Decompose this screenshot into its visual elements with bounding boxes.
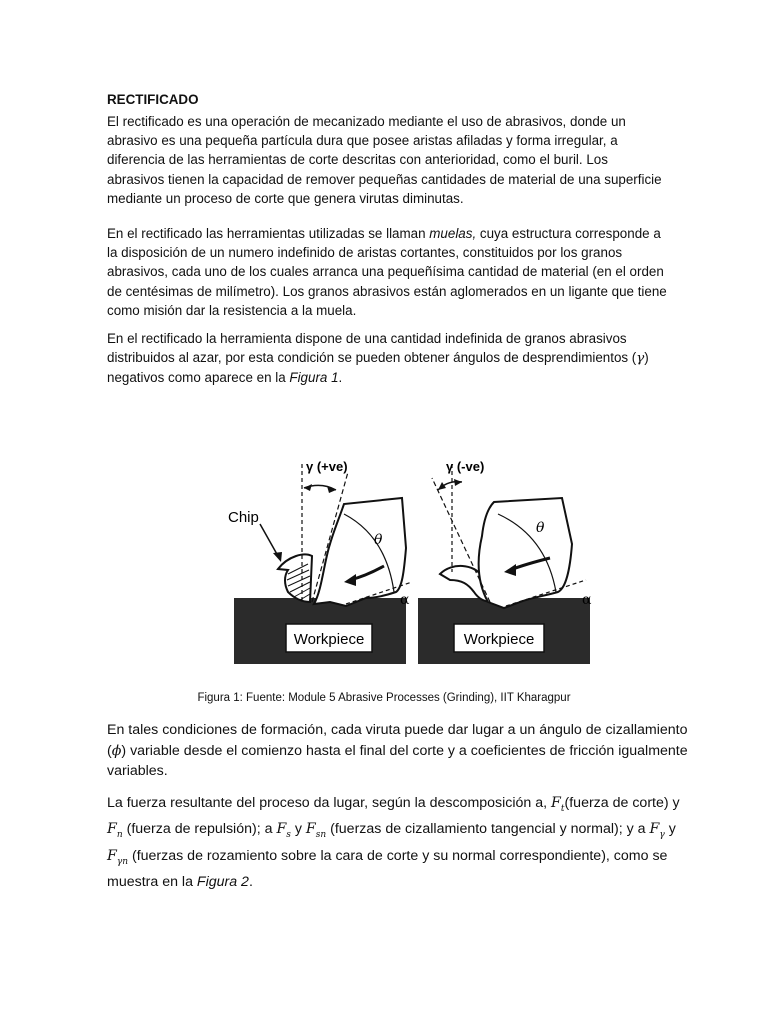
paragraph-angles: En el rectificado la herramienta dispone de una cantidad indefinida de granos abrasivos distribuidos al azar, por esta condición se pueden obtener ángulos de desprendimientos (γ) negativos como aparece en la Figura 1. <box>107 331 649 386</box>
figure-reference: Figura 1 <box>289 370 339 386</box>
paragraph-shear-angle: En tales condiciones de formación, cada viruta puede dar lugar a un ángulo de cizallamiento (ϕ) variable desde el comienzo hasta el final del corte y a coeficientes de fricción igualmente variables. <box>107 722 688 780</box>
phi-symbol: ϕ <box>111 742 122 759</box>
alpha-label-left: α <box>400 592 410 608</box>
section-heading: RECTIFICADO <box>107 92 199 107</box>
workpiece-label-right: Workpiece <box>463 631 535 648</box>
force-fgamma: $F_\gamma$ <box>649 821 665 841</box>
force-fn: $F_n$ <box>107 821 123 841</box>
abrasive-grain-left <box>314 498 406 606</box>
alpha-label-right: α <box>582 592 592 608</box>
force-fs: $F_s$ <box>276 821 291 841</box>
force-fgamman: $F_{\gamma n}$ <box>107 847 129 867</box>
force-ft: $F_t$ <box>551 795 565 814</box>
figure-grinding-rake-angle <box>226 452 596 670</box>
chip-label: Chip <box>228 509 259 526</box>
chip-left <box>278 555 312 602</box>
gamma-symbol: γ <box>636 351 645 367</box>
gamma-negative-label: γ (-ve) <box>446 459 485 474</box>
paragraph-muelas: En el rectificado las herramientas utilizadas se llaman muelas, cuya estructura corresponde a la disposición de un numero indefinido de aristas cortantes, constituidos por los granos abrasivos, cada uno de los cuales arranca una pequeñísima cantidad de material (en el orden de centésimas de milímetro). Los granos abrasivos están aglomerados en un ligante que tiene como misión dar la resistencia a la muela. <box>107 226 667 318</box>
right-panel-negative-rake <box>418 459 592 664</box>
chip-pointer <box>260 524 278 556</box>
theta-label-right: θ <box>536 520 545 536</box>
italic-term: muelas, <box>429 226 477 241</box>
figure-caption: Figura 1: Fuente: Module 5 Abrasive Processes (Grinding), IIT Kharagpur <box>197 692 571 704</box>
workpiece-label-left: Workpiece <box>293 631 365 648</box>
gamma-positive-label: γ (+ve) <box>306 459 348 474</box>
figure2-reference: Figura 2 <box>196 874 249 891</box>
theta-label-left: θ <box>374 532 383 548</box>
force-fsn: $F_{sn}$ <box>305 821 327 841</box>
paragraph-forces: La fuerza resultante del proceso da lugar, según la descomposición a, $F_t(fuerza$ de corte) y $F_n$ (fuerza de repulsión); a $F_s$ y $F_{sn}$ (fuerzas de cizallamiento tangencial y normal); y a $F_\gamma$ y $F_{\gamma n}$ (fuerzas de rozamiento sobre la cara de corte y su normal correspondiente), como se muestra en la Figura 2. <box>107 795 680 891</box>
left-panel-positive-rake <box>228 459 412 664</box>
abrasive-grain-right <box>479 498 572 608</box>
paragraph-intro: El rectificado es una operación de mecanizado mediante el uso de abrasivos, donde un abrasivo es una pequeña partícula dura que posee aristas afiladas y forma irregular, a diferencia de las herramientas de corte descritas con anterioridad, como el buril. Los abrasivos tienen la capacidad de remover pequeñas cantidades de material de una superficie mediante un proceso de corte que genera virutas diminutas. <box>107 114 662 206</box>
